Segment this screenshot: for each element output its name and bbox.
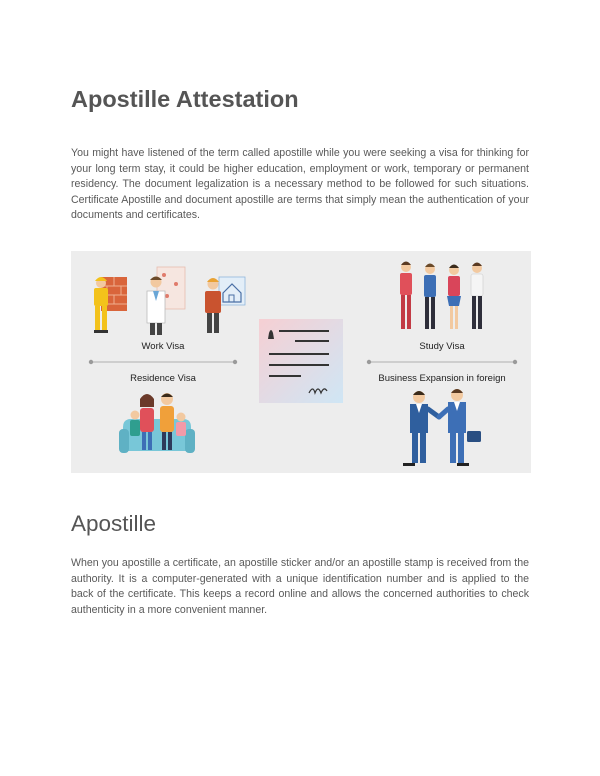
apostille-visa-illustration [71, 251, 531, 473]
architect-icon [205, 277, 245, 333]
doctor-icon [147, 267, 185, 335]
work-visa-label: Work Visa [141, 341, 185, 352]
left-divider [89, 360, 237, 364]
business-expansion-label: Business Expansion in foreign [378, 373, 506, 384]
certificate-document-icon [259, 319, 343, 403]
family-icon [119, 393, 195, 453]
page-title: Apostille Attestation [71, 86, 299, 112]
students-group-icon [400, 262, 483, 330]
residence-visa-label: Residence Visa [130, 373, 196, 384]
study-visa-label: Study Visa [419, 341, 465, 352]
right-divider [367, 360, 517, 364]
construction-worker-icon [94, 277, 127, 333]
intro-paragraph: You might have listened of the term called apostille while you were seeking a visa for thinking for your long term stay, it could be higher education, employment or work, temporary or permanent residency. The document legalization is a necessary method to be followed for such situations. Certificate Apostille and document apostille are terms that simply mean the authentication of your documents and certificates. [71, 147, 529, 222]
apostille-paragraph: When you apostille a certificate, an apostille sticker and/or an apostille stamp is received from the authority. It is a computer-generated with a unique identification number and is applied to the back of the certificate. This keeps a record online and allows the concerned authorities to check authenticity in a more convenient manner. [71, 557, 529, 616]
businessmen-handshake-icon [403, 389, 481, 466]
section-heading: Apostille [71, 511, 157, 536]
